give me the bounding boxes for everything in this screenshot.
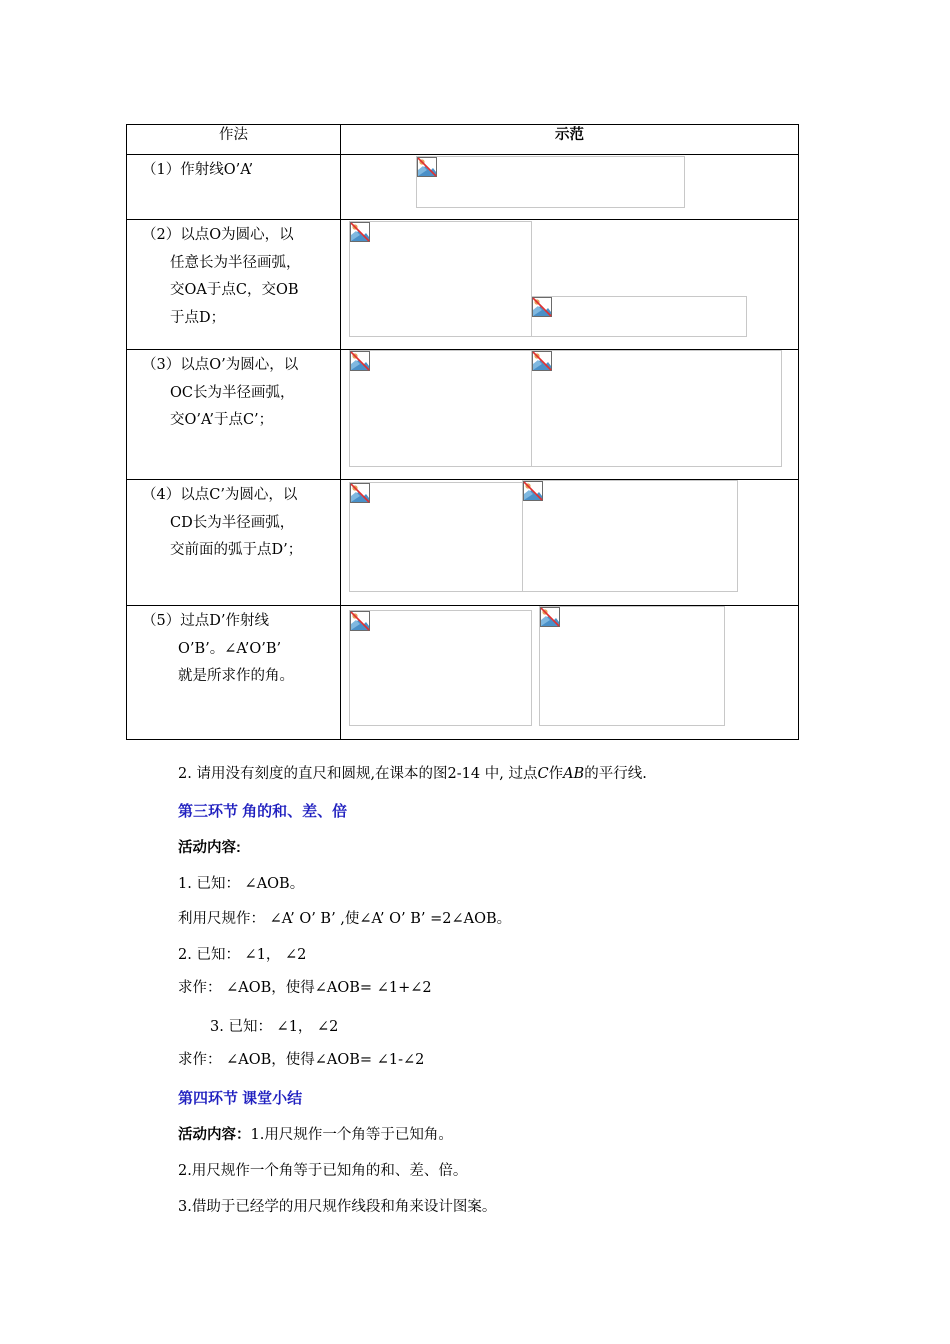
demo-cell bbox=[341, 480, 798, 605]
header-demo: 示范 bbox=[555, 127, 584, 143]
activity-label: 活动内容: bbox=[178, 840, 241, 856]
text-line: 利用尺规作： ∠A’ O’ B’ ,使∠A’ O’ B’ =2∠AOB。 bbox=[178, 911, 512, 927]
text-line: 求作： ∠AOB，使得∠AOB= ∠1+∠2 bbox=[178, 980, 432, 996]
demo-cell bbox=[341, 155, 798, 219]
demo-image bbox=[522, 480, 738, 592]
broken-image-icon bbox=[417, 157, 437, 177]
table-row bbox=[127, 480, 798, 606]
step-text bbox=[127, 606, 341, 739]
instruction-line: 2. 请用没有刻度的直尺和圆规,在课本的图2-14 中, 过点C作AB的平行线. bbox=[178, 766, 647, 782]
broken-image-icon bbox=[532, 351, 552, 371]
demo-image bbox=[349, 221, 532, 337]
table-header bbox=[127, 125, 798, 155]
demo-image bbox=[531, 296, 747, 337]
summary-line: 活动内容：1.用尺规作一个角等于已知角。 bbox=[178, 1127, 453, 1143]
step-text bbox=[127, 155, 341, 219]
demo-image bbox=[349, 350, 532, 467]
section-heading: 第三环节 角的和、差、倍 bbox=[178, 803, 348, 820]
table-row bbox=[127, 220, 798, 350]
demo-cell bbox=[341, 220, 798, 349]
demo-cell bbox=[341, 606, 798, 739]
broken-image-icon bbox=[350, 611, 370, 631]
demo-image bbox=[531, 350, 782, 467]
step-line: （3）以点O’为圆心，以 bbox=[142, 357, 299, 373]
step-line: （2）以点O为圆心，以 bbox=[142, 227, 294, 243]
step-line: CD长为半径画弧， bbox=[170, 514, 295, 531]
text-line: 求作： ∠AOB，使得∠AOB= ∠1-∠2 bbox=[178, 1052, 425, 1068]
broken-image-icon bbox=[532, 297, 552, 317]
step-line: 交O’A’于点C’； bbox=[170, 412, 274, 428]
demo-cell bbox=[341, 350, 798, 479]
header-method: 作法 bbox=[127, 125, 341, 154]
step-line: 就是所求作的角。 bbox=[178, 668, 294, 684]
construction-table bbox=[126, 124, 799, 740]
step-line: （1）作射线O’A’ bbox=[142, 162, 254, 178]
step-line: 于点D； bbox=[170, 309, 226, 326]
broken-image-icon bbox=[540, 607, 560, 627]
step-line: （4）以点C’为圆心，以 bbox=[142, 487, 298, 503]
text-line: 2. 已知： ∠1， ∠2 bbox=[178, 947, 307, 963]
broken-image-icon bbox=[350, 222, 370, 242]
text-line: 1. 已知： ∠AOB。 bbox=[178, 876, 305, 892]
step-line: （5）过点D’作射线 bbox=[142, 613, 269, 629]
broken-image-icon bbox=[523, 481, 543, 501]
table-row bbox=[127, 606, 798, 739]
broken-image-icon bbox=[350, 351, 370, 371]
section-heading: 第四环节 课堂小结 bbox=[178, 1090, 303, 1107]
step-line: OC长为半径画弧， bbox=[170, 384, 295, 401]
summary-line: 2.用尺规作一个角等于已知角的和、差、倍。 bbox=[178, 1163, 468, 1179]
summary-line: 3.借助于已经学的用尺规作线段和角来设计图案。 bbox=[178, 1199, 497, 1215]
step-line: 交OA于点C，交OB bbox=[170, 282, 299, 298]
broken-image-icon bbox=[350, 483, 370, 503]
demo-image bbox=[349, 482, 523, 592]
text-line: 3. 已知： ∠1， ∠2 bbox=[210, 1019, 339, 1035]
step-line: 交前面的弧于点D’； bbox=[170, 542, 303, 558]
step-text bbox=[127, 220, 341, 349]
step-line: 任意长为半径画弧， bbox=[170, 254, 301, 271]
demo-image bbox=[539, 606, 725, 726]
demo-image bbox=[349, 610, 532, 726]
table-row bbox=[127, 350, 798, 480]
demo-image bbox=[416, 156, 685, 208]
step-line: O’B’。∠A’O’B’ bbox=[178, 640, 282, 657]
table-row bbox=[127, 155, 798, 220]
step-text bbox=[127, 480, 341, 605]
step-text bbox=[127, 350, 341, 479]
